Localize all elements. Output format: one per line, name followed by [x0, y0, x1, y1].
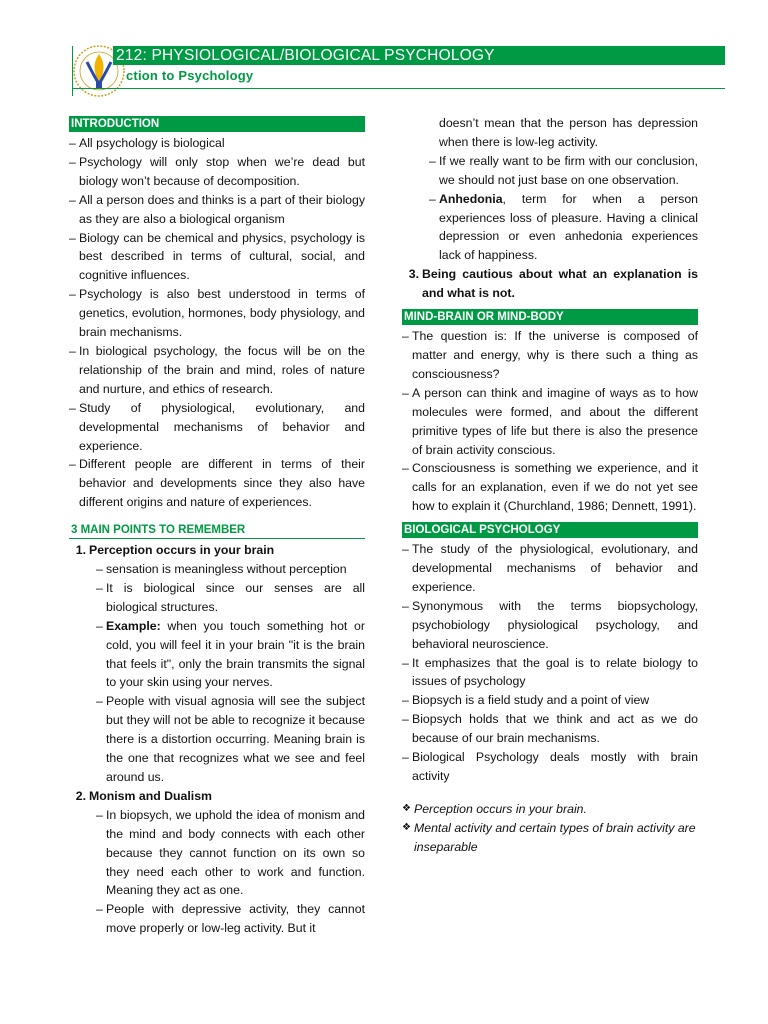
numbered-point-2: 2. Monism and Dualism — [75, 788, 212, 803]
chapter-subtitle: ction to Psychology — [126, 68, 254, 83]
list-item: – In biological psychology, the focus will be on the relationship of the brain and mind, roles of nature and nurture, and ethics of research. — [69, 343, 365, 396]
list-item: – The question is: If the universe is composed of matter and energy, why is there such a thing as consciousness? — [402, 329, 698, 381]
section-heading-main-points: 3 MAIN POINTS TO REMEMBER — [69, 522, 365, 539]
left-column — [69, 116, 365, 938]
diamond-bullet-icon: ❖ — [402, 821, 411, 833]
list-item: – It emphasizes that the goal is to relate biology to issues of psychology — [402, 655, 698, 689]
subtitle-divider — [72, 88, 725, 89]
list-item: – People with visual agnosia will see the subject but they will not be able to recognize it because there is a distortion occurring. Meaning brain is the one that recognizes what we see and feel around us. — [96, 694, 365, 784]
list-item-continued: doesn’t mean that the person has depression when there is low-leg activity. — [439, 116, 698, 149]
list-item: – All psychology is biological — [69, 136, 225, 150]
section-heading-mind-brain: MIND-BRAIN OR MIND-BODY — [402, 309, 698, 325]
diamond-bullet-icon: ❖ — [402, 802, 411, 814]
list-item: – People with depressive activity, they cannot move properly or low-leg activity. But it — [96, 902, 365, 936]
numbered-point-3: 3. Being cautious about what an explanation is and what is not. — [408, 267, 698, 301]
list-item: – If we really want to be firm with our conclusion, we should not just base on one observation. — [429, 153, 698, 187]
list-item: – All a person does and thinks is a part of their biology as they are also a biological organism — [69, 192, 365, 226]
list-item: – sensation is meaningless without perception — [96, 562, 347, 577]
numbered-point-1: 1. Perception occurs in your brain — [75, 543, 275, 558]
list-item: – Example: when you touch something hot or cold, you will feel it in your brain "it is the brain that feels it", only the brain transmits the signal to your skin using your nerves. — [96, 618, 365, 690]
list-item: – Consciousness is something we experience, and it calls for an explanation, even if we do not yet see how to explain it (Churchland, 1986; Dennett, 1991). — [402, 461, 698, 514]
list-item: – Biopsych holds that we think and act as we do because of our brain mechanisms. — [402, 712, 698, 746]
list-item: – In biopsych, we uphold the idea of monism and the mind and body connects with each other because they cannot function on its own so they need each other to work and function. Meaning they act as one. — [96, 807, 365, 898]
list-item: – Synonymous with the terms biopsychology, psychobiology physiological psychology, and behavioral neuroscience. — [402, 598, 698, 651]
list-item: – Psychology is also best understood in terms of genetics, evolution, hormones, body physiology, and brain mechanisms. — [69, 287, 365, 340]
section-heading-introduction: INTRODUCTION — [69, 116, 365, 132]
list-item: – Biological Psychology deals mostly with brain activity — [402, 750, 698, 783]
list-item: – Psychology will only stop when we’re dead but biology won’t because of decomposition. — [69, 154, 365, 188]
note-item: ❖ Perception occurs in your brain. — [402, 800, 698, 819]
list-item: – Anhedonia, term for when a person experiences loss of pleasure. Having a clinical depression or even anhedonia experiences lack of happiness. — [429, 191, 698, 263]
note-item: ❖ Mental activity and certain types of brain activity are inseparable — [402, 819, 698, 857]
section-heading-biological-psychology: BIOLOGICAL PSYCHOLOGY — [402, 522, 698, 538]
list-item: – Biology can be chemical and physics, psychology is best described in terms of cultural, social, and cognitive influences. — [69, 230, 365, 283]
right-column — [402, 114, 698, 857]
list-item: – Study of physiological, evolutionary, and developmental mechanisms of behavior and experience. — [69, 400, 365, 453]
list-item: – It is biological since our senses are all biological structures. — [96, 580, 365, 614]
list-item: – Biopsych is a field study and a point of view — [402, 693, 650, 708]
list-item: – A person can think and imagine of ways as to how molecules were formed, and about the different primitive types of life but there is also the presence of brain activity conscious. — [402, 385, 698, 457]
list-item: – The study of the physiological, evolutionary, and developmental mechanisms of behavior and experience. — [402, 542, 698, 594]
course-title-bar: 212: PHYSIOLOGICAL/BIOLOGICAL PSYCHOLOGY — [113, 46, 725, 65]
list-item: – Different people are different in terms of their behavior and developments since they also have different origins and nature of experiences. — [69, 457, 365, 510]
